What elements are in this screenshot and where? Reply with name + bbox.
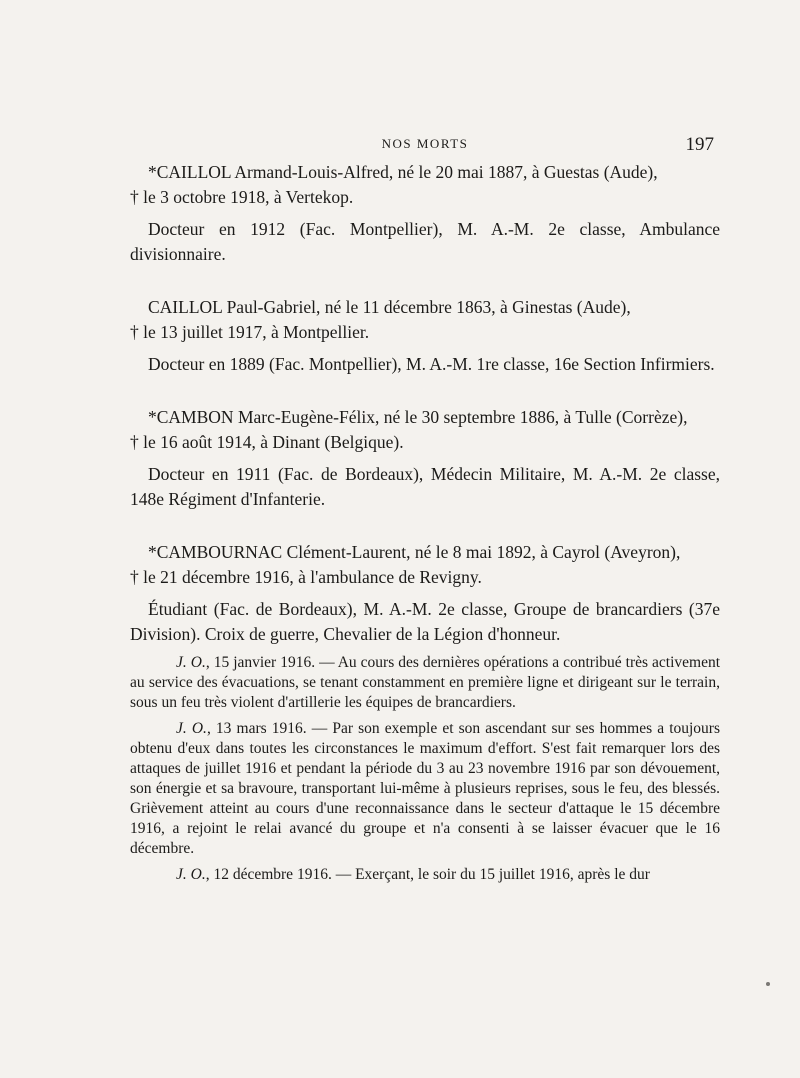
entry-birth: *CAMBOURNAC Clément-Laurent, né le 8 mai 1892, à Cayrol (Aveyron),	[148, 542, 681, 562]
entry-career: Étudiant (Fac. de Bordeaux), M. A.-M. 2e classe, Groupe de brancardiers (37e Division). Croix de guerre, Chevalier de la Légion d'honneur.	[130, 599, 720, 644]
entry-death: † le 16 août 1914, à Dinant (Belgique).	[130, 432, 404, 452]
citation-source: J. O.	[176, 866, 206, 883]
entry-caillol-paul	[130, 295, 720, 377]
entry-birth: CAILLOL Paul-Gabriel, né le 11 décembre 1863, à Ginestas (Aude),	[148, 297, 631, 317]
entry-caillol-armand	[130, 160, 720, 267]
page-number: 197	[685, 134, 714, 155]
entries-list	[130, 160, 720, 885]
citation-text: , 13 mars 1916. — Par son exemple et son ascendant sur ses hommes a toujours obtenu d'eux dans toutes les circonstances le maximum d'effort. S'est fait remarquer lors des attaques de juillet 1916 et pendant la période du 3 au 23 novembre 1916 par son dévouement, son énergie et sa bravoure, transportant lui-même à plusieurs reprises, sous le feu, des blessés. Grièvement atteint au cours d'une reconnaissance dans le secteur d'attaque le 15 décembre 1916, a rejoint le relai avancé du groupe et n'a consenti à se laisser évacuer que le 16 décembre.	[130, 720, 721, 857]
citation	[130, 865, 720, 885]
entry-cambon	[130, 405, 720, 512]
citation-source: J. O.	[176, 720, 207, 737]
citation	[130, 719, 720, 859]
citation	[130, 653, 720, 713]
running-head	[130, 134, 720, 156]
entry-death: † le 21 décembre 1916, à l'ambulance de Revigny.	[130, 567, 482, 587]
entry-birth: *CAILLOL Armand-Louis-Alfred, né le 20 mai 1887, à Guestas (Aude),	[148, 162, 658, 182]
running-title: NOS MORTS	[381, 136, 469, 151]
entry-birth: *CAMBON Marc-Eugène-Félix, né le 30 septembre 1886, à Tulle (Corrèze),	[148, 407, 688, 427]
citation-text: , 12 décembre 1916. — Exerçant, le soir du 15 juillet 1916, après le dur	[205, 866, 650, 883]
entry-death: † le 3 octobre 1918, à Vertekop.	[130, 187, 354, 207]
entry-career: Docteur en 1912 (Fac. Montpellier), M. A.-M. 2e classe, Ambulance divisionnaire.	[130, 219, 720, 264]
paper-speck	[766, 982, 770, 986]
entry-cambournac	[130, 540, 720, 885]
entry-career: Docteur en 1911 (Fac. de Bordeaux), Médecin Militaire, M. A.-M. 2e classe, 148e Régiment d'Infanterie.	[130, 464, 720, 509]
citation-text: , 15 janvier 1916. — Au cours des dernières opérations a contribué très activement au service des évacuations, se tenant constamment en première ligne et dirigeant sur le terrain, sous un feu très violent d'artillerie les équipes de brancardiers.	[130, 654, 721, 711]
entry-career: Docteur en 1889 (Fac. Montpellier), M. A.-M. 1re classe, 16e Section Infirmiers.	[148, 354, 715, 374]
citation-source: J. O.	[176, 654, 206, 671]
entry-death: † le 13 juillet 1917, à Montpellier.	[130, 322, 370, 342]
